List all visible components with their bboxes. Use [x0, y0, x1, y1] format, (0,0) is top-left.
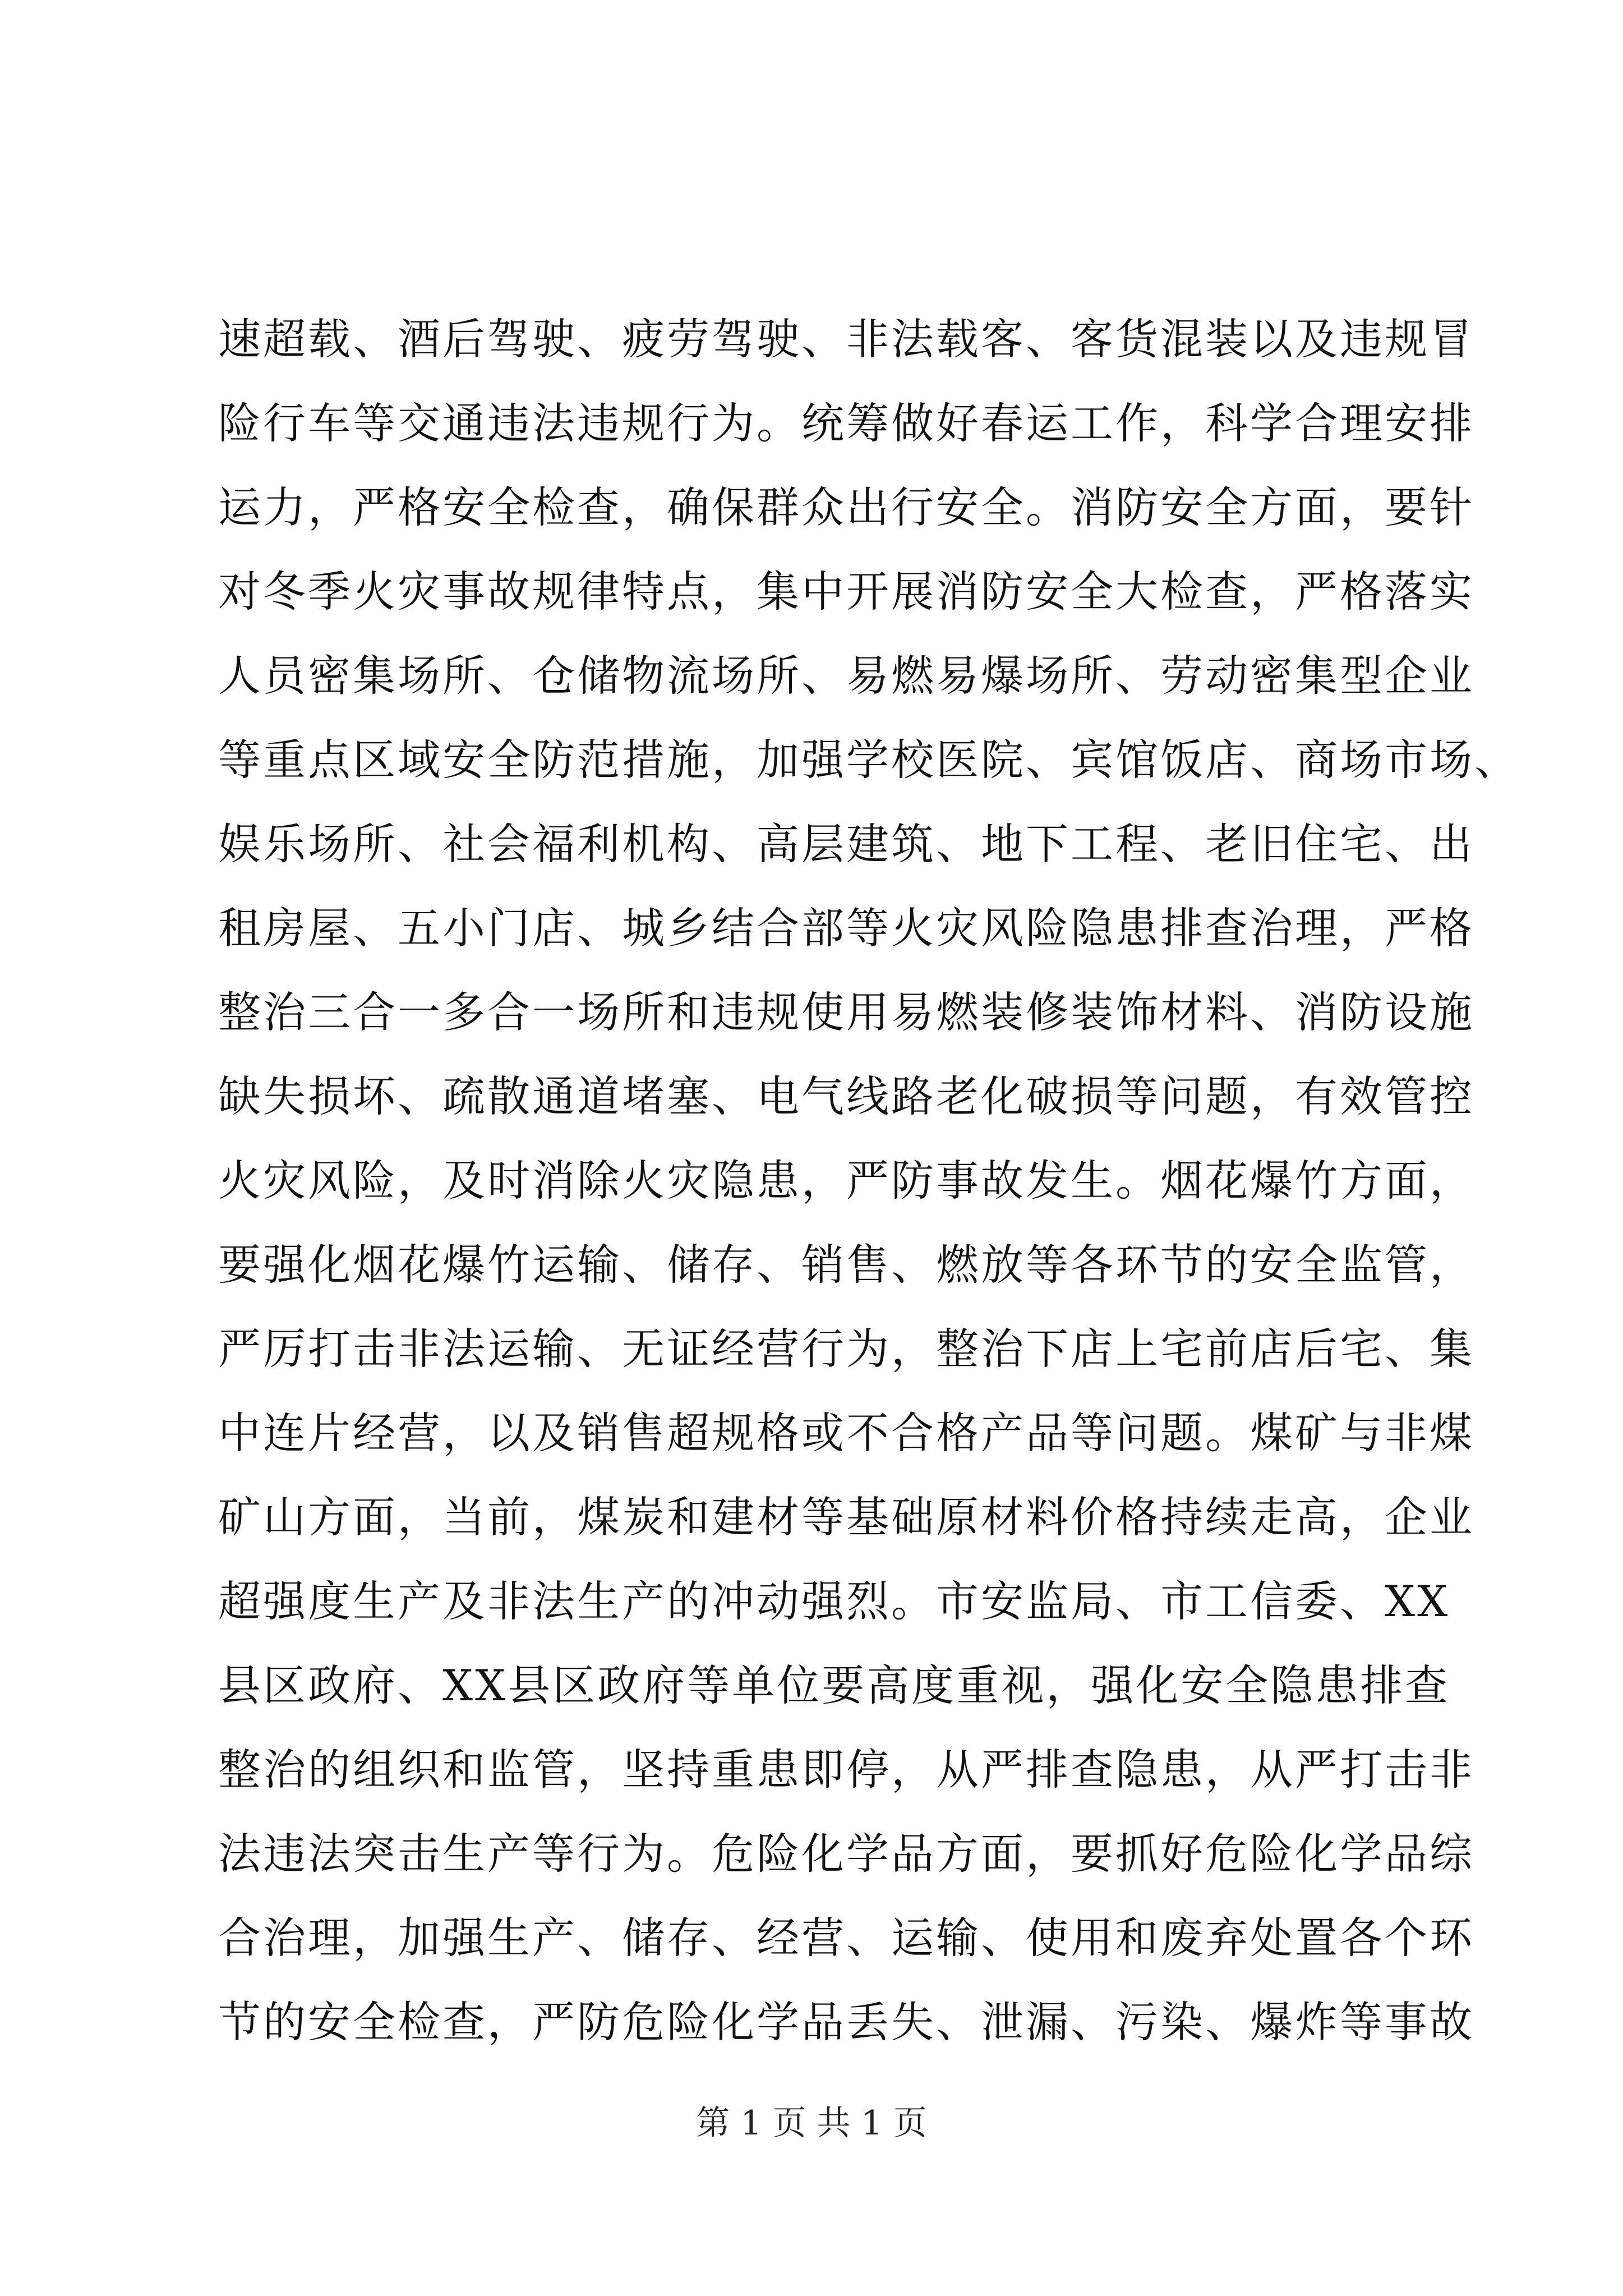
text-line: 火灾风险，及时消除火灾隐患，严防事故发生。烟花爆竹方面， [218, 1156, 1474, 1205]
text-line: 严厉打击非法运输、无证经营行为，整治下店上宅前店后宅、集 [218, 1324, 1474, 1374]
text-line: 要强化烟花爆竹运输、储存、销售、燃放等各环节的安全监管， [218, 1240, 1474, 1290]
text-line: 矿山方面，当前，煤炭和建材等基础原材料价格持续走高，企业 [218, 1492, 1474, 1542]
text-line: 缺失损坏、疏散通道堵塞、电气线路老化破损等问题，有效管控 [218, 1071, 1474, 1121]
text-line: 节的安全检查，严防危险化学品丢失、泄漏、污染、爆炸等事故 [218, 1997, 1474, 2047]
text-line: 对冬季火灾事故规律特点，集中开展消防安全大检查，严格落实 [218, 567, 1474, 616]
text-line: 超强度生产及非法生产的冲动强烈。市安监局、市工信委、XX [218, 1576, 1450, 1626]
body-text [218, 297, 1519, 2064]
text-line: 人员密集场所、仓储物流场所、易燃易爆场所、劳动密集型企业 [218, 651, 1474, 701]
text-line: 险行车等交通违法违规行为。统筹做好春运工作，科学合理安排 [218, 398, 1474, 448]
text-line: 运力，严格安全检查，确保群众出行安全。消防安全方面，要针 [218, 482, 1474, 532]
text-line: 法违法突击生产等行为。危险化学品方面，要抓好危险化学品综 [218, 1829, 1474, 1879]
text-line: 租房屋、五小门店、城乡结合部等火灾风险隐患排查治理，严格 [218, 903, 1474, 953]
text-line: 合治理，加强生产、储存、经营、运输、使用和废弃处置各个环 [218, 1913, 1474, 1963]
text-line: 整治三合一多合一场所和违规使用易燃装修装饰材料、消防设施 [218, 987, 1474, 1037]
text-line: 县区政府、XX县区政府等单位要高度重视，强化安全隐患排查 [218, 1660, 1450, 1710]
page-number-footer: 第 1 页 共 1 页 [696, 2104, 927, 2143]
text-line: 整治的组织和监管，坚持重患即停，从严排查隐患，从严打击非 [218, 1745, 1474, 1795]
text-line: 等重点区域安全防范措施，加强学校医院、宾馆饭店、商场市场、 [218, 735, 1519, 785]
text-line: 速超载、酒后驾驶、疲劳驾驶、非法载客、客货混装以及违规冒 [218, 314, 1474, 364]
text-line: 中连片经营，以及销售超规格或不合格产品等问题。煤矿与非煤 [218, 1408, 1474, 1458]
text-line: 娱乐场所、社会福利机构、高层建筑、地下工程、老旧住宅、出 [218, 819, 1474, 869]
